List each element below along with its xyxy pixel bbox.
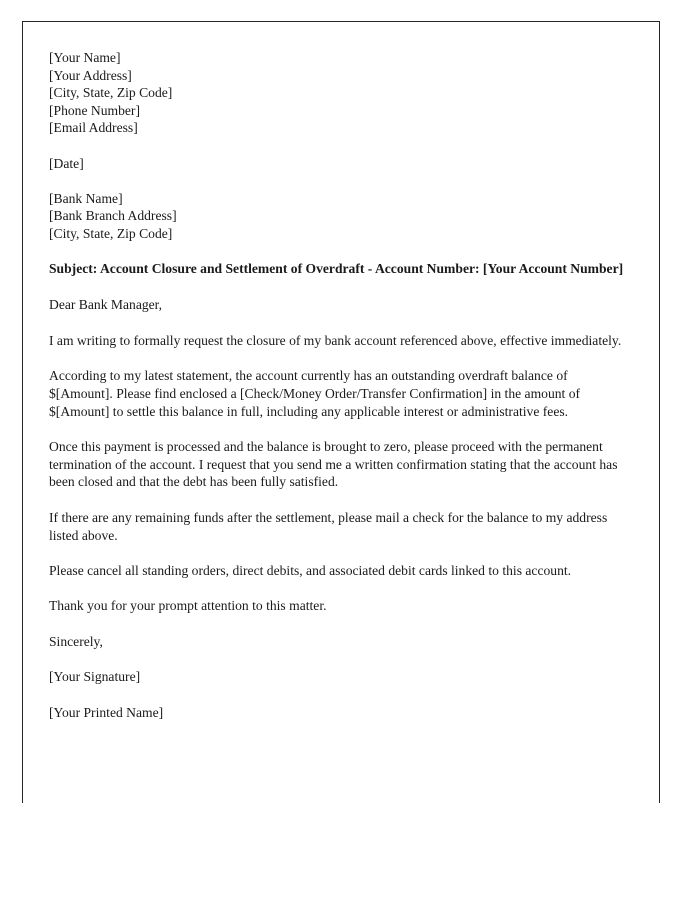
sender-street: [Your Address] — [49, 67, 132, 83]
date-line: [Date] — [49, 155, 84, 171]
sender-city-state-zip: [City, State, Zip Code] — [49, 85, 173, 101]
body-paragraph-3: Once this payment is processed and the balance is brought to zero, please proceed with the permanent termination of the account. I request that you send me a written confirmation stating that the account has been closed and that the debt has been fully satisfied. — [49, 438, 618, 490]
letter-content — [49, 49, 633, 721]
recipient-city-state-zip: [City, State, Zip Code] — [49, 225, 173, 241]
closing-salutation: Sincerely, — [49, 633, 103, 649]
recipient-bank-name: [Bank Name] — [49, 190, 123, 206]
sender-name: [Your Name] — [49, 50, 121, 65]
salutation: Dear Bank Manager, — [49, 297, 163, 313]
letter-page — [22, 21, 660, 803]
recipient-branch-address: [Bank Branch Address] — [49, 208, 177, 224]
recipient-address-block — [49, 190, 633, 243]
sender-address-block — [49, 49, 633, 137]
date-block — [49, 155, 633, 173]
signature-placeholder: [Your Signature] — [49, 669, 141, 685]
sender-email: [Email Address] — [49, 120, 138, 136]
printed-name-placeholder: [Your Printed Name] — [49, 704, 164, 720]
sender-phone: [Phone Number] — [49, 102, 140, 118]
body-paragraph-5: Please cancel all standing orders, direct debits, and associated debit cards linked to this account. — [49, 563, 572, 579]
subject-line: Subject: Account Closure and Settlement of Overdraft - Account Number: [Your Account Number] — [49, 261, 624, 277]
body-paragraph-2: According to my latest statement, the account currently has an outstanding overdraft balance of $[Amount]. Please find enclosed a [Check/Money Order/Transfer Confirmation] in the amount of $[Amount] to settle this balance in full, including any applicable interest or administrative fees. — [49, 367, 581, 419]
body-paragraph-6: Thank you for your prompt attention to this matter. — [49, 598, 327, 614]
body-paragraph-1: I am writing to formally request the closure of my bank account referenced above, effective immediately. — [49, 332, 622, 348]
body-paragraph-4: If there are any remaining funds after the settlement, please mail a check for the balance to my address listed above. — [49, 509, 608, 543]
